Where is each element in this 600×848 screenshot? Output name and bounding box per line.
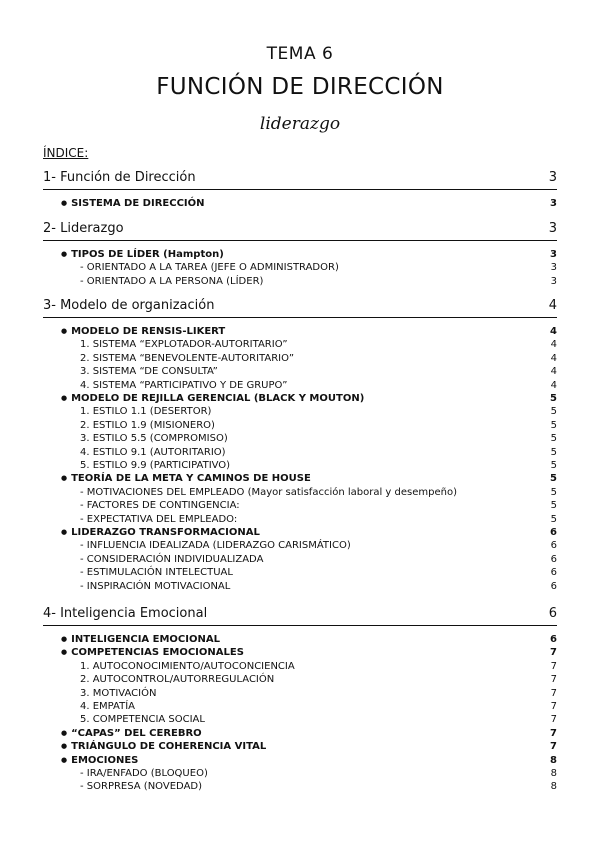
toc-subentry-label: 4. EMPATÍA bbox=[80, 701, 136, 712]
toc-subentry bbox=[43, 406, 557, 419]
toc-subentry-page-number: 5 bbox=[550, 500, 557, 512]
toc-subentry bbox=[43, 688, 557, 701]
toc-subentry bbox=[43, 420, 557, 433]
toc-subentry-label: 4. ESTILO 9.1 (AUTORITARIO) bbox=[80, 446, 226, 458]
toc-entry-label: ● MODELO DE RENSIS-LIKERT bbox=[43, 326, 225, 337]
toc-subentry bbox=[43, 380, 557, 393]
toc-entry bbox=[43, 249, 557, 262]
toc-entry-label: ● EMOCIONES bbox=[43, 755, 138, 766]
toc-section-label: 4- Inteligencia Emocional bbox=[43, 606, 208, 621]
topic-number: TEMA 6 bbox=[266, 44, 334, 64]
toc-subentry bbox=[43, 581, 557, 594]
toc-entry-label: ● COMPETENCIAS EMOCIONALES bbox=[43, 647, 244, 658]
toc-subentry-label: 2. SISTEMA “BENEVOLENTE-AUTORITARIO” bbox=[80, 352, 294, 364]
toc-entry-page-number: 3 bbox=[550, 198, 557, 209]
toc-subentry-page-number: 7 bbox=[550, 674, 557, 686]
toc-subentry bbox=[43, 781, 557, 794]
toc-subentry-page-number: 3 bbox=[550, 275, 557, 287]
toc-subentry bbox=[43, 366, 557, 379]
toc-entry-label: ● MODELO DE REJILLA GERENCIAL (BLACK Y MOUTON) bbox=[43, 393, 364, 404]
toc-entry-page-number: 5 bbox=[550, 393, 557, 404]
toc-subentry-label: 3. ESTILO 5.5 (COMPROMISO) bbox=[80, 433, 228, 445]
toc-subentry-page-number: 6 bbox=[550, 540, 557, 552]
toc-section-page-number: 3 bbox=[548, 221, 557, 236]
toc-entry-label: ● TRIÁNGULO DE COHERENCIA VITAL bbox=[43, 741, 266, 752]
toc-subentry-page-number: 4 bbox=[550, 366, 557, 378]
toc-subentry-label: 1. SISTEMA “EXPLOTADOR-AUTORITARIO” bbox=[80, 339, 288, 351]
toc-subentry-page-number: 5 bbox=[550, 406, 557, 418]
toc-section-label: 1- Función de Dirección bbox=[43, 170, 196, 185]
toc-subentry-label: 4. SISTEMA “PARTICIPATIVO Y DE GRUPO” bbox=[80, 379, 288, 391]
toc-subentry-page-number: 4 bbox=[550, 352, 557, 364]
toc-subentry-label: - INFLUENCIA IDEALIZADA (LIDERAZGO CARISMÁTICO) bbox=[80, 540, 351, 552]
toc-section-page-number: 6 bbox=[548, 606, 557, 621]
toc-subentry-label: 3. MOTIVACIÓN bbox=[80, 687, 157, 699]
toc-entry-label: ● TEORÍA DE LA META Y CAMINOS DE HOUSE bbox=[43, 473, 311, 484]
toc-subentry-page-number: 7 bbox=[550, 701, 557, 712]
toc-section bbox=[43, 221, 557, 241]
page-subtitle: liderazgo bbox=[259, 114, 341, 134]
toc-entry-page-number: 3 bbox=[550, 249, 557, 260]
toc-subentry-label: 5. COMPETENCIA SOCIAL bbox=[80, 714, 205, 726]
toc-subentry bbox=[43, 447, 557, 460]
toc-subentry bbox=[43, 714, 557, 727]
toc-entry-label: ● “CAPAS” DEL CEREBRO bbox=[43, 728, 202, 739]
toc-entry bbox=[43, 473, 557, 486]
toc-subentry-label: 2. AUTOCONTROL/AUTORREGULACIÓN bbox=[80, 674, 275, 686]
toc-subentry-page-number: 5 bbox=[550, 446, 557, 458]
toc-subentry-page-number: 7 bbox=[550, 714, 557, 726]
toc-entry bbox=[43, 741, 557, 754]
toc-subentry-page-number: 3 bbox=[550, 262, 557, 274]
toc-subentry bbox=[43, 701, 557, 714]
toc-subentry-page-number: 7 bbox=[550, 660, 557, 672]
toc-section bbox=[43, 298, 557, 318]
toc-entry-page-number: 7 bbox=[550, 741, 557, 753]
toc-subentry-page-number: 6 bbox=[550, 567, 557, 579]
toc-entry bbox=[43, 326, 557, 339]
toc-section bbox=[43, 606, 557, 626]
toc-entry-page-number: 8 bbox=[550, 754, 557, 766]
toc-subentry bbox=[43, 262, 557, 275]
toc-entry bbox=[43, 755, 557, 768]
toc-subentry-page-number: 5 bbox=[550, 486, 557, 498]
toc-section-label: 2- Liderazgo bbox=[43, 221, 124, 236]
toc-subentry-page-number: 8 bbox=[550, 768, 557, 779]
toc-subentry bbox=[43, 487, 557, 500]
toc-subentry bbox=[43, 567, 557, 580]
toc-subentry bbox=[43, 353, 557, 366]
toc-entry bbox=[43, 527, 557, 540]
toc-subentry-label: 2. ESTILO 1.9 (MISIONERO) bbox=[80, 419, 215, 431]
toc-subentry-label: - EXPECTATIVA DEL EMPLEADO: bbox=[80, 513, 238, 525]
toc-entry-page-number: 7 bbox=[550, 727, 557, 739]
toc-subentry-label: - ORIENTADO A LA PERSONA (LÍDER) bbox=[80, 275, 264, 287]
toc-subentry-label: 1. AUTOCONOCIMIENTO/AUTOCONCIENCIA bbox=[80, 660, 295, 672]
toc-subentry-page-number: 5 bbox=[550, 419, 557, 431]
toc-subentry-page-number: 8 bbox=[550, 781, 557, 793]
toc-subentry-label: - FACTORES DE CONTINGENCIA: bbox=[80, 500, 240, 512]
toc-subentry-label: - MOTIVACIONES DEL EMPLEADO (Mayor satisfacción laboral y desempeño) bbox=[80, 486, 457, 498]
toc-subentry-page-number: 4 bbox=[550, 379, 557, 391]
toc-entry-page-number: 4 bbox=[550, 326, 557, 337]
toc-subentry-label: 3. SISTEMA “DE CONSULTA” bbox=[80, 366, 218, 378]
toc-entry-label: ● TIPOS DE LÍDER (Hampton) bbox=[43, 249, 224, 260]
toc-subentry-label: - SORPRESA (NOVEDAD) bbox=[80, 781, 203, 793]
page-title: FUNCIÓN DE DIRECCIÓN bbox=[156, 74, 444, 100]
toc-section-label: 3- Modelo de organización bbox=[43, 298, 215, 313]
toc-subentry-page-number: 5 bbox=[550, 433, 557, 445]
toc-subentry bbox=[43, 500, 557, 513]
toc-entry-label: ● INTELIGENCIA EMOCIONAL bbox=[43, 634, 220, 645]
toc-subentry bbox=[43, 460, 557, 473]
toc-subentry-label: 1. ESTILO 1.1 (DESERTOR) bbox=[80, 406, 212, 418]
toc-entry bbox=[43, 198, 557, 211]
toc-entry bbox=[43, 647, 557, 660]
toc-section bbox=[43, 170, 557, 190]
toc-subentry-page-number: 5 bbox=[550, 460, 557, 471]
toc-subentry bbox=[43, 339, 557, 352]
toc-subentry-page-number: 6 bbox=[550, 580, 557, 592]
toc-subentry-label: - IRA/ENFADO (BLOQUEO) bbox=[80, 768, 208, 779]
toc-entry-page-number: 5 bbox=[550, 473, 557, 485]
toc-entry bbox=[43, 728, 557, 741]
toc-subentry-page-number: 6 bbox=[550, 553, 557, 565]
toc-subentry bbox=[43, 276, 557, 289]
toc-section-page-number: 3 bbox=[548, 170, 557, 185]
toc-subentry bbox=[43, 661, 557, 674]
toc-subentry-label: 5. ESTILO 9.9 (PARTICIPATIVO) bbox=[80, 460, 231, 471]
toc-subentry bbox=[43, 433, 557, 446]
toc-entry-page-number: 6 bbox=[550, 527, 557, 538]
toc-subentry-label: - ORIENTADO A LA TAREA (JEFE O ADMINISTRADOR) bbox=[80, 262, 339, 274]
index-heading: ÍNDICE: bbox=[43, 146, 89, 160]
toc-entry-page-number: 6 bbox=[550, 634, 557, 645]
toc-entry bbox=[43, 393, 557, 406]
toc-subentry bbox=[43, 768, 557, 781]
toc-subentry bbox=[43, 674, 557, 687]
toc-entry-label: ● SISTEMA DE DIRECCIÓN bbox=[43, 198, 205, 209]
toc-entry bbox=[43, 634, 557, 647]
toc-subentry bbox=[43, 514, 557, 527]
toc-entry-page-number: 7 bbox=[550, 647, 557, 659]
toc-subentry-label: - CONSIDERACIÓN INDIVIDUALIZADA bbox=[80, 553, 264, 565]
toc-subentry-label: - ESTIMULACIÓN INTELECTUAL bbox=[80, 567, 233, 579]
toc-subentry-label: - INSPIRACIÓN MOTIVACIONAL bbox=[80, 580, 231, 592]
toc-section-page-number: 4 bbox=[548, 298, 557, 313]
toc-subentry-page-number: 4 bbox=[550, 339, 557, 351]
toc-subentry-page-number: 7 bbox=[550, 687, 557, 699]
toc-entry-label: ● LIDERAZGO TRANSFORMACIONAL bbox=[43, 527, 260, 538]
toc-subentry bbox=[43, 540, 557, 553]
toc-subentry bbox=[43, 554, 557, 567]
toc-subentry-page-number: 5 bbox=[550, 513, 557, 525]
